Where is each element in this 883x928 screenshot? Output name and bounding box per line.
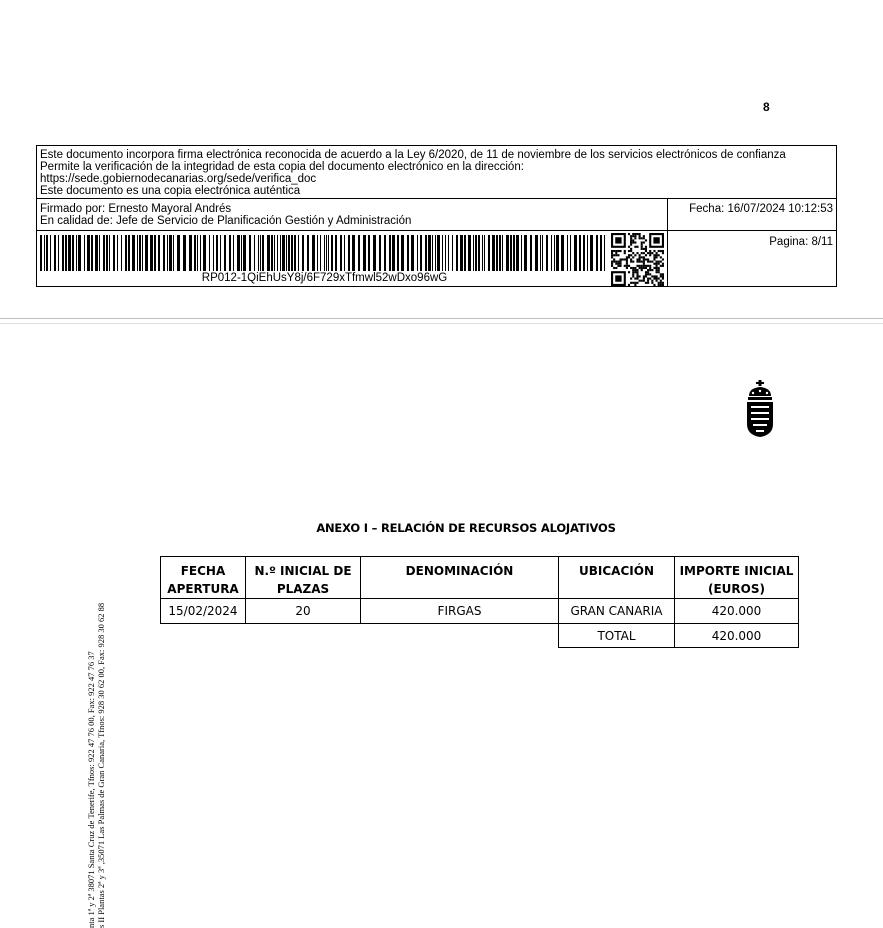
notice-line: Permite la verificación de la integridad de esta copia del documento electrónico en la dirección: <box>40 161 524 173</box>
page-number: 8 <box>763 100 770 114</box>
verification-url: https://sede.gobiernodecanarias.org/sede/verifica_doc <box>40 173 317 185</box>
annex-title: ANEXO I – RELACIÓN DE RECURSOS ALOJATIVOS <box>316 521 616 535</box>
header-name: DENOMINACIÓN <box>361 557 559 599</box>
signer-info <box>37 199 668 231</box>
header-opening-date: FECHA APERTURA <box>161 557 246 599</box>
qr-code-image <box>611 233 664 286</box>
signer-role: En calidad de: Jefe de Servicio de Planificación Gestión y Administración <box>40 215 412 227</box>
notice-line: Este documento incorpora firma electrónica reconocida de acuerdo a la Ley 6/2020, de 11 de noviembre de los servicios electrónicos de confianza <box>40 149 786 161</box>
barcode-image <box>40 235 608 271</box>
cell-location: GRAN CANARIA <box>559 599 675 624</box>
signature-box <box>36 145 837 287</box>
barcode-cell <box>37 231 668 286</box>
header-initial-amount: IMPORTE INICIAL (EUROS) <box>675 557 799 599</box>
signature-notice <box>37 146 836 199</box>
address-line: nta 1ª y 2ª 38071 Santa Cruz de Tenerife, Tfnos: 922 47 76 00, Fax: 922 47 76 37 <box>86 651 96 928</box>
table-row <box>161 599 799 624</box>
cell-name: FIRGAS <box>361 599 559 624</box>
cell-opening-date: 15/02/2024 <box>161 599 246 624</box>
signed-by: Firmado por: Ernesto Mayoral Andrés <box>40 203 232 215</box>
cell-initial-places: 20 <box>246 599 361 624</box>
total-row <box>161 624 799 648</box>
total-value: 420.000 <box>675 624 799 648</box>
address-line: s II Plantas 2ª y 3ª ,35071 Las Palmas de Gran Canaria, Tfnos: 928 30 62 00, Fax: 928 30 62 88 <box>96 602 106 928</box>
signature-date: Fecha: 16/07/2024 10:12:53 <box>668 199 836 231</box>
accommodation-table <box>160 556 799 648</box>
total-label: TOTAL <box>559 624 675 648</box>
page-separator <box>0 318 883 324</box>
notice-line: Este documento es una copia electrónica auténtica <box>40 185 301 197</box>
signature-page: Pagina: 8/11 <box>769 236 833 248</box>
footer-address-vertical <box>86 603 106 928</box>
cell-amount: 420.000 <box>675 599 799 624</box>
header-initial-places: N.º INICIAL DE PLAZAS <box>246 557 361 599</box>
table-header-row <box>161 557 799 599</box>
verification-code: RP012-1QiEhUsY8j/6F729xTfmwl52wDxo96wG <box>201 272 448 284</box>
header-location: UBICACIÓN <box>559 557 675 599</box>
coat-of-arms-icon <box>744 380 776 438</box>
